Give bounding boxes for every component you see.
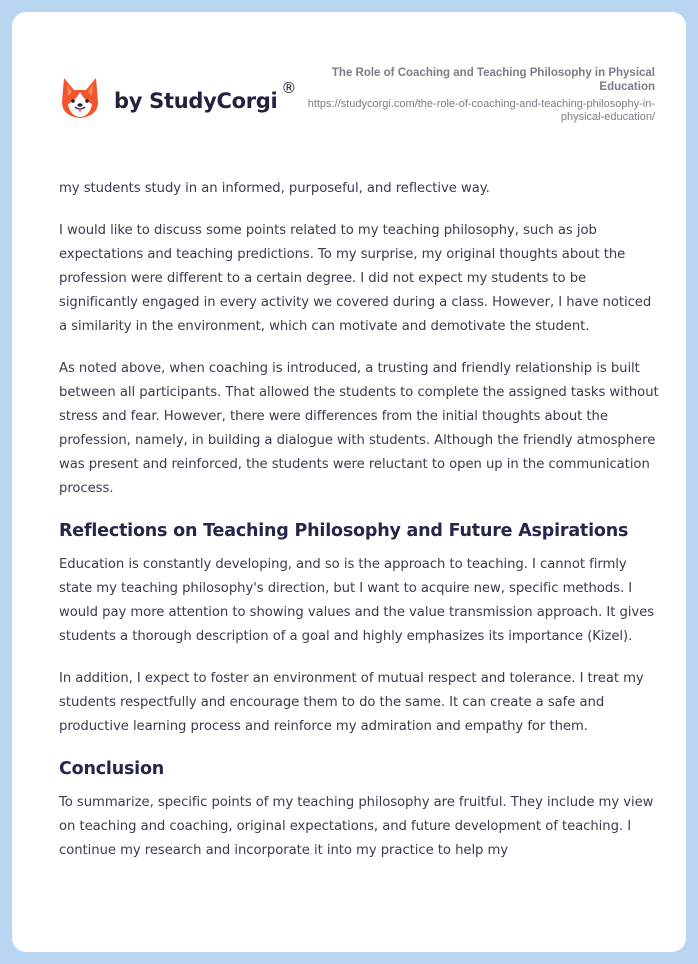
paragraph: To summarize, specific points of my teaching philosophy are fruitful. They include my view on teaching and coaching, original expectations, and future development of teaching. I continue my research and incorporate it into my practice to help my [59,795,654,858]
registered-mark: ® [281,79,297,97]
paragraph: Education is constantly developing, and so is the approach to teaching. I cannot firmly state my teaching philosophy's direction, but I want to acquire new, specific methods. I would pay more attention to showing values and the value transmission approach. It gives students a thorough description of a goal and highly emphasizes its importance (Kizel). [59,557,655,644]
article-body [59,177,659,881]
section-heading: Conclusion [59,759,165,779]
paragraph: my students study in an informed, purposeful, and reflective way. [59,181,490,196]
paragraph: As noted above, when coaching is introduced, a trusting and friendly relationship is built between all participants. That allowed the students to complete the assigned tasks without stress and fear. However, there were differences from the initial thoughts about the profession, namely, in building a dialogue with students. Although the friendly atmosphere was present and reinforced, the students were reluctant to open up in the communication process. [59,361,659,496]
document-meta [295,66,655,124]
paragraph: In addition, I expect to foster an environment of mutual respect and tolerance. I treat my students respectfully and encourage them to do the same. It can create a safe and productive learning process and reinforce my admiration and empathy for them. [59,671,644,734]
document-title: The Role of Coaching and Teaching Philosophy in Physical Education [331,67,655,93]
page-header [12,12,686,162]
paragraph: I would like to discuss some points related to my teaching philosophy, such as job expectations and teaching predictions. To my surprise, my original thoughts about the profession were different to a certain degree. I did not expect my students to be significantly engaged in every activity we covered during a class. However, I have noticed a similarity in the environment, which can motivate and demotivate the student. [59,223,652,334]
corgi-logo-icon [60,76,100,120]
studycorgi-logo[interactable] [60,76,296,120]
document-url[interactable]: https://studycorgi.com/the-role-of-coaching-and-teaching-philosophy-in-physical-education/ [307,98,655,123]
brand-name: by StudyCorgi [114,89,278,113]
document-card [12,12,686,952]
section-heading: Reflections on Teaching Philosophy and Future Aspirations [59,521,629,541]
